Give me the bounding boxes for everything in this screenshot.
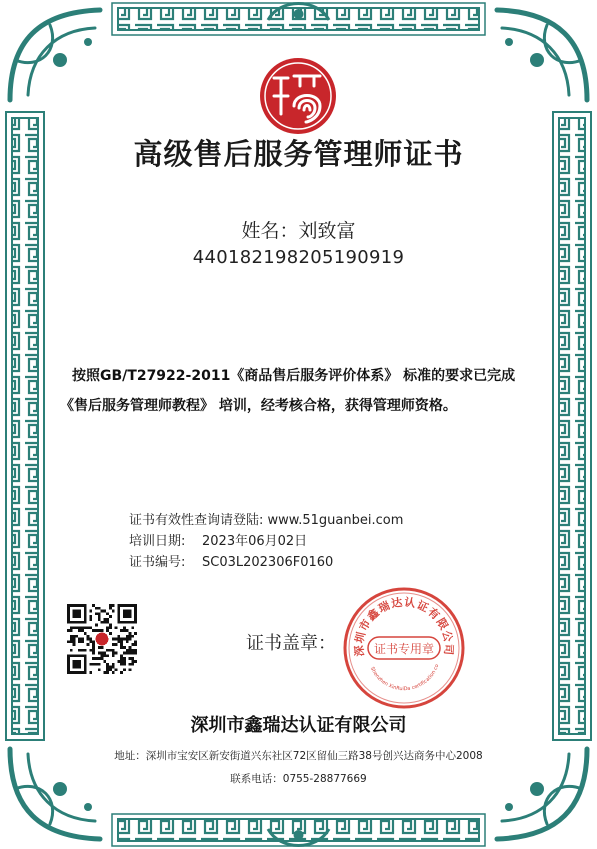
training-date-value: 2023年06月02日 xyxy=(202,534,308,549)
certificate-number-row xyxy=(129,552,403,573)
official-seal xyxy=(342,586,466,710)
stamp-label: 证书盖章： xyxy=(246,633,336,654)
issuer-company: 深圳市鑫瑞达认证有限公司 xyxy=(190,715,407,736)
holder-name: 刘致富 xyxy=(298,220,356,242)
issuer-address: 地址：深圳市宝安区新安街道兴东社区72区留仙三路38号创兴达商务中心2008 xyxy=(114,750,483,762)
seal-english-text: Shenzhen XinRuiDa certification co xyxy=(368,663,441,693)
verify-url-link[interactable]: www.51guanbei.com xyxy=(267,513,404,528)
certificate-statement xyxy=(60,361,550,421)
holder-id-number: 440182198205190919 xyxy=(192,247,405,268)
fingerprint-logo-icon xyxy=(258,56,338,136)
certificate-number-label: 证书编号: xyxy=(129,555,186,570)
holder-name-line xyxy=(0,216,597,243)
verify-label: 证书有效性查询请登陆: xyxy=(129,513,264,528)
statement-line-2: 《售后服务管理师教程》 培训，经考核合格，获得管理师资格。 xyxy=(60,398,457,414)
certificate-number-value: SC03L202306F0160 xyxy=(202,555,334,570)
training-date-row xyxy=(129,531,403,552)
name-label: 姓名： xyxy=(241,220,299,242)
certificate-info xyxy=(129,510,403,573)
qr-code-icon[interactable] xyxy=(67,604,137,674)
issuer-phone: 联系电话：0755-28877669 xyxy=(230,773,367,785)
seal-outer-text: 深圳市鑫瑞达认证有限公司 xyxy=(352,595,456,657)
training-date-label: 培训日期: xyxy=(129,534,186,549)
statement-line-1: 按照GB/T27922-2011《商品售后服务评价体系》 标准的要求已完成 xyxy=(72,368,516,384)
verify-row xyxy=(129,510,403,531)
certificate-title: 高级售后服务管理师证书 xyxy=(133,137,464,171)
seal-inner-text: 证书专用章 xyxy=(373,642,435,656)
